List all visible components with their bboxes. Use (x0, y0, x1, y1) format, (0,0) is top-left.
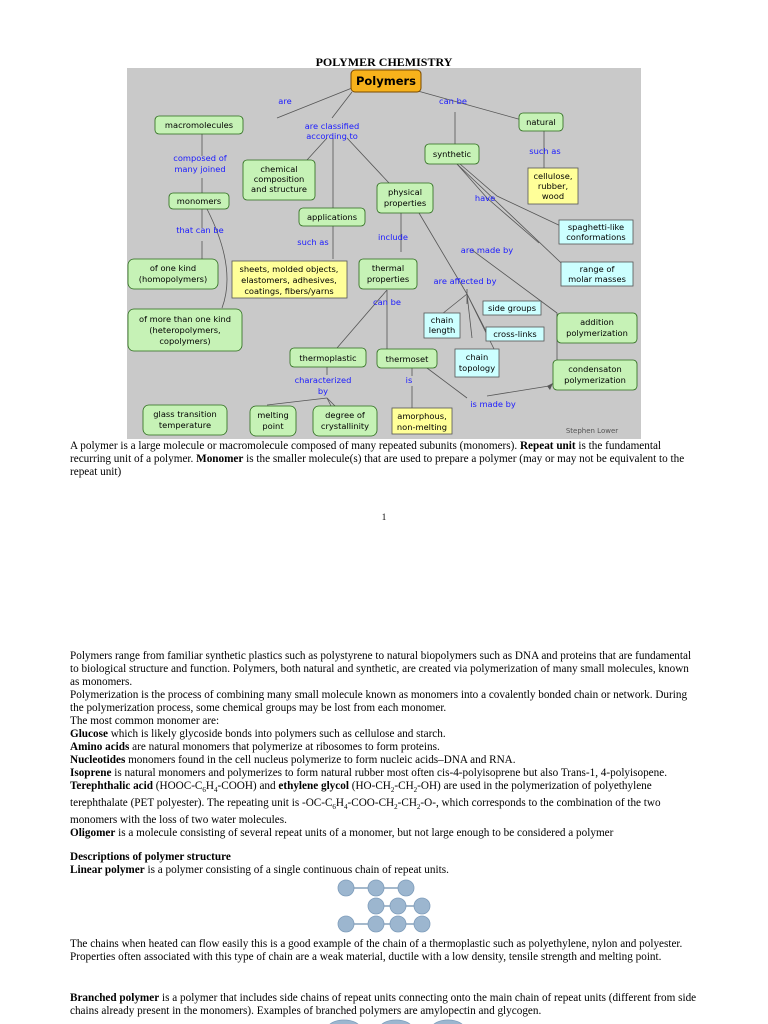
link-made-by: are made by (460, 245, 514, 255)
svg-text:molar masses: molar masses (568, 274, 626, 284)
svg-text:monomers: monomers (176, 196, 222, 206)
svg-text:of one kind: of one kind (149, 263, 197, 273)
map-credit: Stephen Lower (565, 427, 619, 435)
svg-text:Polymers: Polymers (355, 74, 417, 88)
node-one-kind (128, 259, 218, 289)
svg-text:rubber,: rubber, (537, 181, 569, 191)
node-thermoset (377, 349, 437, 368)
svg-text:of more than one kind: of more than one kind (139, 314, 231, 324)
paragraph-common-monomers: The most common monomer are: (70, 715, 220, 727)
linear-polymer-diagram (336, 878, 432, 936)
node-thermoplastic (290, 348, 366, 367)
node-monomers (169, 193, 229, 209)
svg-text:natural: natural (526, 117, 556, 127)
bead (432, 1020, 464, 1024)
bead (368, 880, 384, 896)
bead (390, 898, 406, 914)
svg-text:addition: addition (580, 317, 614, 327)
svg-text:range of: range of (579, 264, 615, 274)
svg-text:thermoset: thermoset (385, 354, 429, 364)
node-side-groups (483, 301, 541, 315)
bead (380, 1020, 412, 1024)
bead (368, 916, 384, 932)
link-can-be: can be (439, 96, 467, 106)
svg-text:macromolecules: macromolecules (164, 120, 234, 130)
svg-text:crystallinity: crystallinity (320, 421, 370, 431)
svg-text:point: point (262, 421, 284, 431)
svg-text:synthetic: synthetic (432, 149, 472, 159)
page-title: POLYMER CHEMISTRY (315, 55, 453, 69)
svg-text:side groups: side groups (487, 303, 537, 313)
svg-text:spaghetti-like: spaghetti-like (567, 222, 625, 232)
node-chain-length (424, 313, 460, 338)
bead (338, 880, 354, 896)
oligomer-line: Oligomer is a molecule consisting of several repeat units of a monomer, but not large enough to be considered a polymer (70, 827, 614, 840)
node-sheets (232, 261, 347, 298)
node-applications (299, 208, 365, 226)
intro-paragraph: A polymer is a large molecule or macromolecule composed of many repeated subunits (monomers). Repeat unit is the fundamental recurring unit of a polymer. Monomer is the smaller molecule(s) that are used to prepare a polymer (may or may not be equivalent to the repeat unit) (70, 440, 685, 478)
link-classified-2: according to (306, 131, 358, 141)
svg-text:physical: physical (387, 187, 423, 197)
svg-text:properties: properties (366, 274, 410, 284)
svg-text:chemical: chemical (260, 164, 298, 174)
node-spaghetti (559, 220, 633, 244)
svg-text:melting: melting (257, 410, 289, 420)
svg-text:degree of: degree of (325, 410, 365, 420)
svg-text:(heteropolymers,: (heteropolymers, (149, 325, 221, 335)
link-characterized-1: characterized (294, 375, 352, 385)
node-cellulose (528, 168, 578, 204)
svg-text:copolymers): copolymers) (159, 336, 211, 346)
svg-text:(homopolymers): (homopolymers) (138, 274, 208, 284)
svg-text:cellulose,: cellulose, (533, 171, 573, 181)
svg-text:polymerization: polymerization (564, 375, 626, 385)
node-cross-links (486, 327, 544, 341)
svg-text:thermal: thermal (371, 263, 405, 273)
node-polymers (351, 70, 421, 92)
svg-text:amorphous,: amorphous, (397, 411, 447, 421)
bead (390, 916, 406, 932)
node-chemical-composition (243, 160, 315, 200)
isoprene-line: Isoprene is natural monomers and polymerizes to form natural rubber most often cis-4-polyisoprene but also Trans-1, 4-polyisopene. (70, 767, 667, 779)
linear-polymer-line: Linear polymer is a polymer consisting of a single continuous chain of repeat units. (70, 864, 449, 876)
link-are: are (278, 96, 292, 106)
svg-text:topology: topology (458, 363, 496, 373)
paragraph-polymerization: Polymerization is the process of combining many small molecule known as monomers into a covalently bonded chain or network. During the polymerization process, some chemical groups may be lost from each monomer. (70, 689, 688, 714)
svg-text:coatings, fibers/yarns: coatings, fibers/yarns (244, 286, 334, 296)
svg-text:temperature: temperature (158, 420, 212, 430)
bead (398, 880, 414, 896)
paragraph-polymers-range: Polymers range from familiar synthetic plastics such as polystyrene to natural biopolymers such as DNA and proteins that are fundamental to biological structure and function. Polymers, both natural and synthetic, are created via polymerization of many small molecules, known as monomers. (70, 650, 692, 688)
nucleotides-line: Nucleotides monomers found in the cell nucleus polymerize to form nucleic acids–DNA and RNA. (70, 754, 516, 766)
svg-text:non-melting: non-melting (396, 422, 448, 432)
node-degree-crystallinity (313, 406, 377, 436)
link-have: have (474, 193, 496, 203)
link-include: include (377, 232, 409, 242)
svg-text:composition: composition (253, 174, 305, 184)
bead (414, 898, 430, 914)
link-can-be-2: can be (373, 297, 401, 307)
svg-text:elastomers, adhesives,: elastomers, adhesives, (241, 275, 337, 285)
bead (414, 916, 430, 932)
link-such-as-natural: such as (529, 146, 561, 156)
link-composed-1: composed of (173, 153, 227, 163)
body-text (70, 650, 700, 840)
node-condensation-polymerization (553, 360, 637, 390)
link-composed-2: many joined (174, 164, 226, 174)
link-such-as-apps: such as (297, 237, 329, 247)
svg-text:glass transition: glass transition (153, 409, 217, 419)
svg-text:and structure: and structure (251, 184, 307, 194)
node-macromolecules (155, 116, 243, 134)
node-more-than-one-kind (128, 309, 242, 351)
node-chain-topology (455, 349, 499, 377)
link-characterized-2: by (317, 386, 329, 396)
node-synthetic (425, 144, 479, 164)
branched-polymer-paragraph: Branched polymer is a polymer that includes side chains of repeat units connecting onto the main chain of repeat units (different from side chains already present in the monomers). Examples of branched polymers are amylopectin and glycogen. (70, 992, 697, 1017)
link-is: is (405, 375, 413, 385)
svg-text:condensaton: condensaton (568, 364, 622, 374)
node-glass-transition (143, 405, 227, 435)
node-molar-masses (561, 262, 633, 286)
page-number: 1 (381, 512, 387, 522)
link-is-made-by: is made by (470, 399, 516, 409)
svg-text:polymerization: polymerization (566, 328, 628, 338)
node-addition-polymerization (557, 313, 637, 343)
link-that-can-be: that can be (176, 225, 224, 235)
node-melting-point (250, 406, 296, 436)
thermoplastic-paragraph: The chains when heated can flow easily this is a good example of the chain of a thermoplastic such as polyethylene, nylon and polyester. Properties often associated with this type of chain are a weak material, ductile with a low density, tensile strength and melting point. (70, 938, 683, 963)
glucose-line: Glucose which is likely glycoside bonds into polymers such as cellulose and starch. (70, 728, 446, 740)
svg-text:applications: applications (306, 212, 358, 222)
branched-polymer-diagram (326, 1018, 476, 1024)
node-thermal-properties (359, 259, 417, 289)
node-physical-properties (377, 183, 433, 213)
link-classified-1: are classified (304, 121, 360, 131)
bead (328, 1020, 360, 1024)
svg-text:cross-links: cross-links (493, 329, 537, 339)
svg-text:sheets, molded objects,: sheets, molded objects, (239, 264, 339, 274)
amino-acids-line: Amino acids are natural monomers that polymerize at ribosomes to form proteins. (70, 741, 440, 753)
structure-heading: Descriptions of polymer structure (70, 851, 231, 863)
svg-text:chain: chain (465, 352, 489, 362)
node-natural (519, 113, 563, 131)
node-amorphous (392, 408, 452, 434)
terephthalic-paragraph: Terephthalic acid $(HOOC-C_6H_4-COOH)$ and ethylene glycol $(HO-CH_2-CH_2-OH)$ are used in the polymerization of polyethylene terephthalate (PET polyester). The repeating unit is $-OC-C_6H_4-COO-CH_2-CH_2-O-$, which corresponds to the combination of the two monomers with the loss of two water molecules. (70, 780, 661, 827)
svg-text:conformations: conformations (566, 232, 626, 242)
link-affected-by: are affected by (433, 276, 497, 286)
bead (368, 898, 384, 914)
concept-map (127, 68, 641, 439)
svg-text:thermoplastic: thermoplastic (299, 353, 357, 363)
svg-text:wood: wood (541, 191, 565, 201)
bead (338, 916, 354, 932)
svg-text:properties: properties (383, 198, 427, 208)
svg-text:length: length (428, 325, 456, 335)
svg-text:chain: chain (430, 315, 454, 325)
